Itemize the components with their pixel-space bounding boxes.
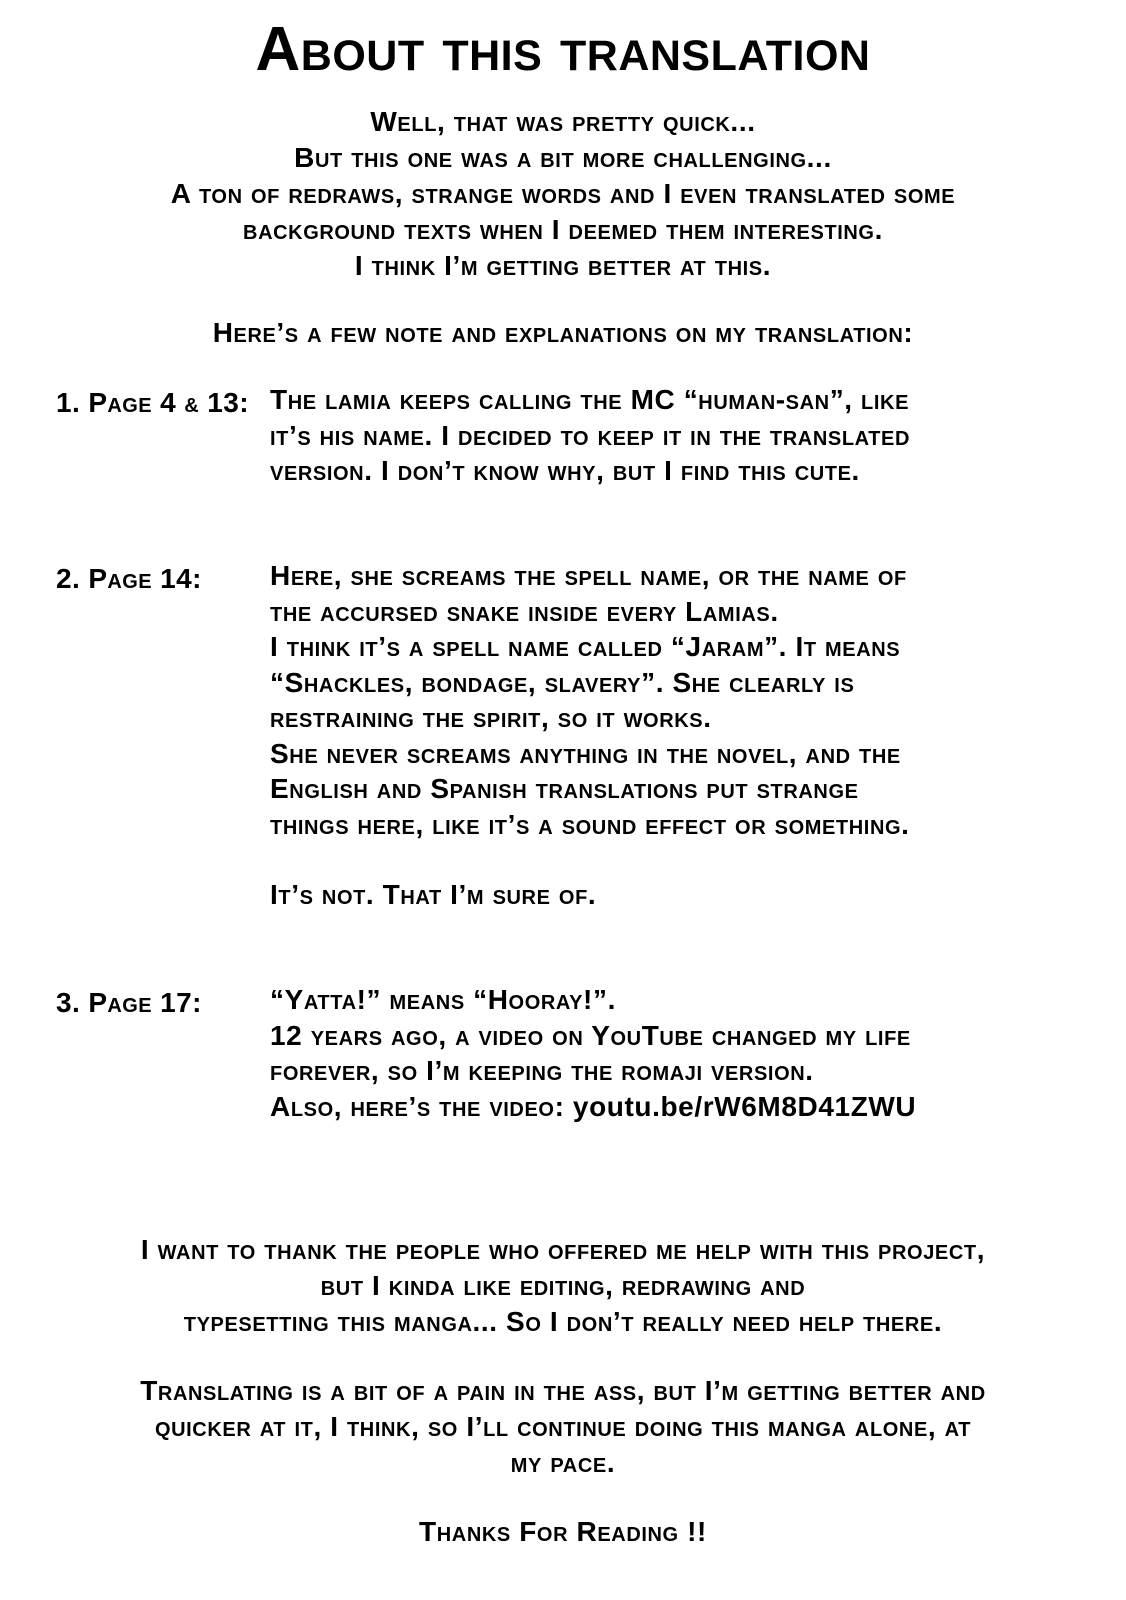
note-3-text: [270, 982, 1070, 1124]
note-line: things here, like it’s a sound effect or something.: [270, 808, 910, 840]
note-line: the accursed snake inside every Lamias.: [270, 595, 779, 627]
note-2-label: 2. Page 14:: [56, 563, 202, 594]
intro-paragraph: [40, 104, 1086, 284]
intro-line: I think I’m getting better at this.: [354, 250, 772, 281]
thanks-line: I want to thank the people who offered me help with this project,: [140, 1234, 986, 1265]
pace-line: my pace.: [510, 1447, 616, 1478]
notes-heading: [40, 315, 1086, 351]
note-closing: It’s not. That I’m sure of.: [270, 879, 597, 910]
note-1-text: [270, 382, 1070, 489]
note-line: [270, 1089, 1070, 1125]
note-line: restraining the spirit, so it works.: [270, 702, 712, 733]
note-3-label: 3. Page 17:: [56, 987, 202, 1018]
intro-line: But this one was a bit more challenging...: [294, 142, 832, 173]
note-line: “Shackles, bondage, slavery”. She clearly is: [270, 666, 855, 698]
intro-line: Well, that was pretty quick...: [370, 106, 756, 137]
note-line: version. I don’t know why, but I find this cute.: [270, 455, 860, 486]
note-line: “Yatta!” means “Hooray!”.: [270, 984, 616, 1015]
pace-paragraph: [40, 1373, 1086, 1481]
note-1-label-part: 13:: [199, 387, 249, 418]
note-line: The lamia keeps calling the MC “human-san”, like: [270, 384, 910, 415]
note-1-label: [56, 385, 249, 424]
note-line: 12 years ago, a video on YouTube changed my life: [270, 1019, 911, 1051]
note-2-text: [270, 558, 1070, 913]
intro-line: background texts when I deemed them interesting.: [243, 214, 883, 245]
signoff-text: Thanks For Reading !!: [419, 1516, 707, 1547]
note-line: English and Spanish translations put strange: [270, 773, 859, 804]
note-line: it’s his name. I decided to keep it in the translated: [270, 419, 910, 451]
note-line: I think it’s a spell name called “Jaram”. It means: [270, 631, 901, 662]
pace-line: Translating is a bit of a pain in the ass, but I’m getting better and: [140, 1375, 986, 1406]
thanks-line: typesetting this manga... So I don’t really need help there.: [183, 1306, 943, 1337]
video-link[interactable]: youtu.be/rW6M8D41ZWU: [572, 1090, 917, 1122]
note-line: Here, she screams the spell name, or the name of: [270, 560, 907, 591]
spacer: [270, 842, 1070, 877]
notes-heading-text: Here’s a few note and explanations on my translation:: [212, 317, 914, 348]
thanks-line: but I kinda like editing, redrawing and: [320, 1270, 806, 1301]
signoff: [40, 1514, 1086, 1550]
note-1-label-amp: &: [184, 395, 200, 417]
intro-line: A ton of redraws, strange words and I even translated some: [170, 178, 956, 209]
note-1-label-part: 1. Page 4: [56, 387, 185, 418]
note-line: forever, so I’m keeping the romaji version.: [270, 1055, 814, 1086]
thanks-paragraph: [40, 1232, 1086, 1340]
video-prefix: Also, here’s the video:: [270, 1090, 573, 1122]
pace-line: quicker at it, I think, so I’ll continue doing this manga alone, at: [154, 1411, 972, 1442]
page-title: About this translation: [255, 15, 871, 84]
note-line: She never screams anything in the novel, and the: [270, 737, 901, 769]
